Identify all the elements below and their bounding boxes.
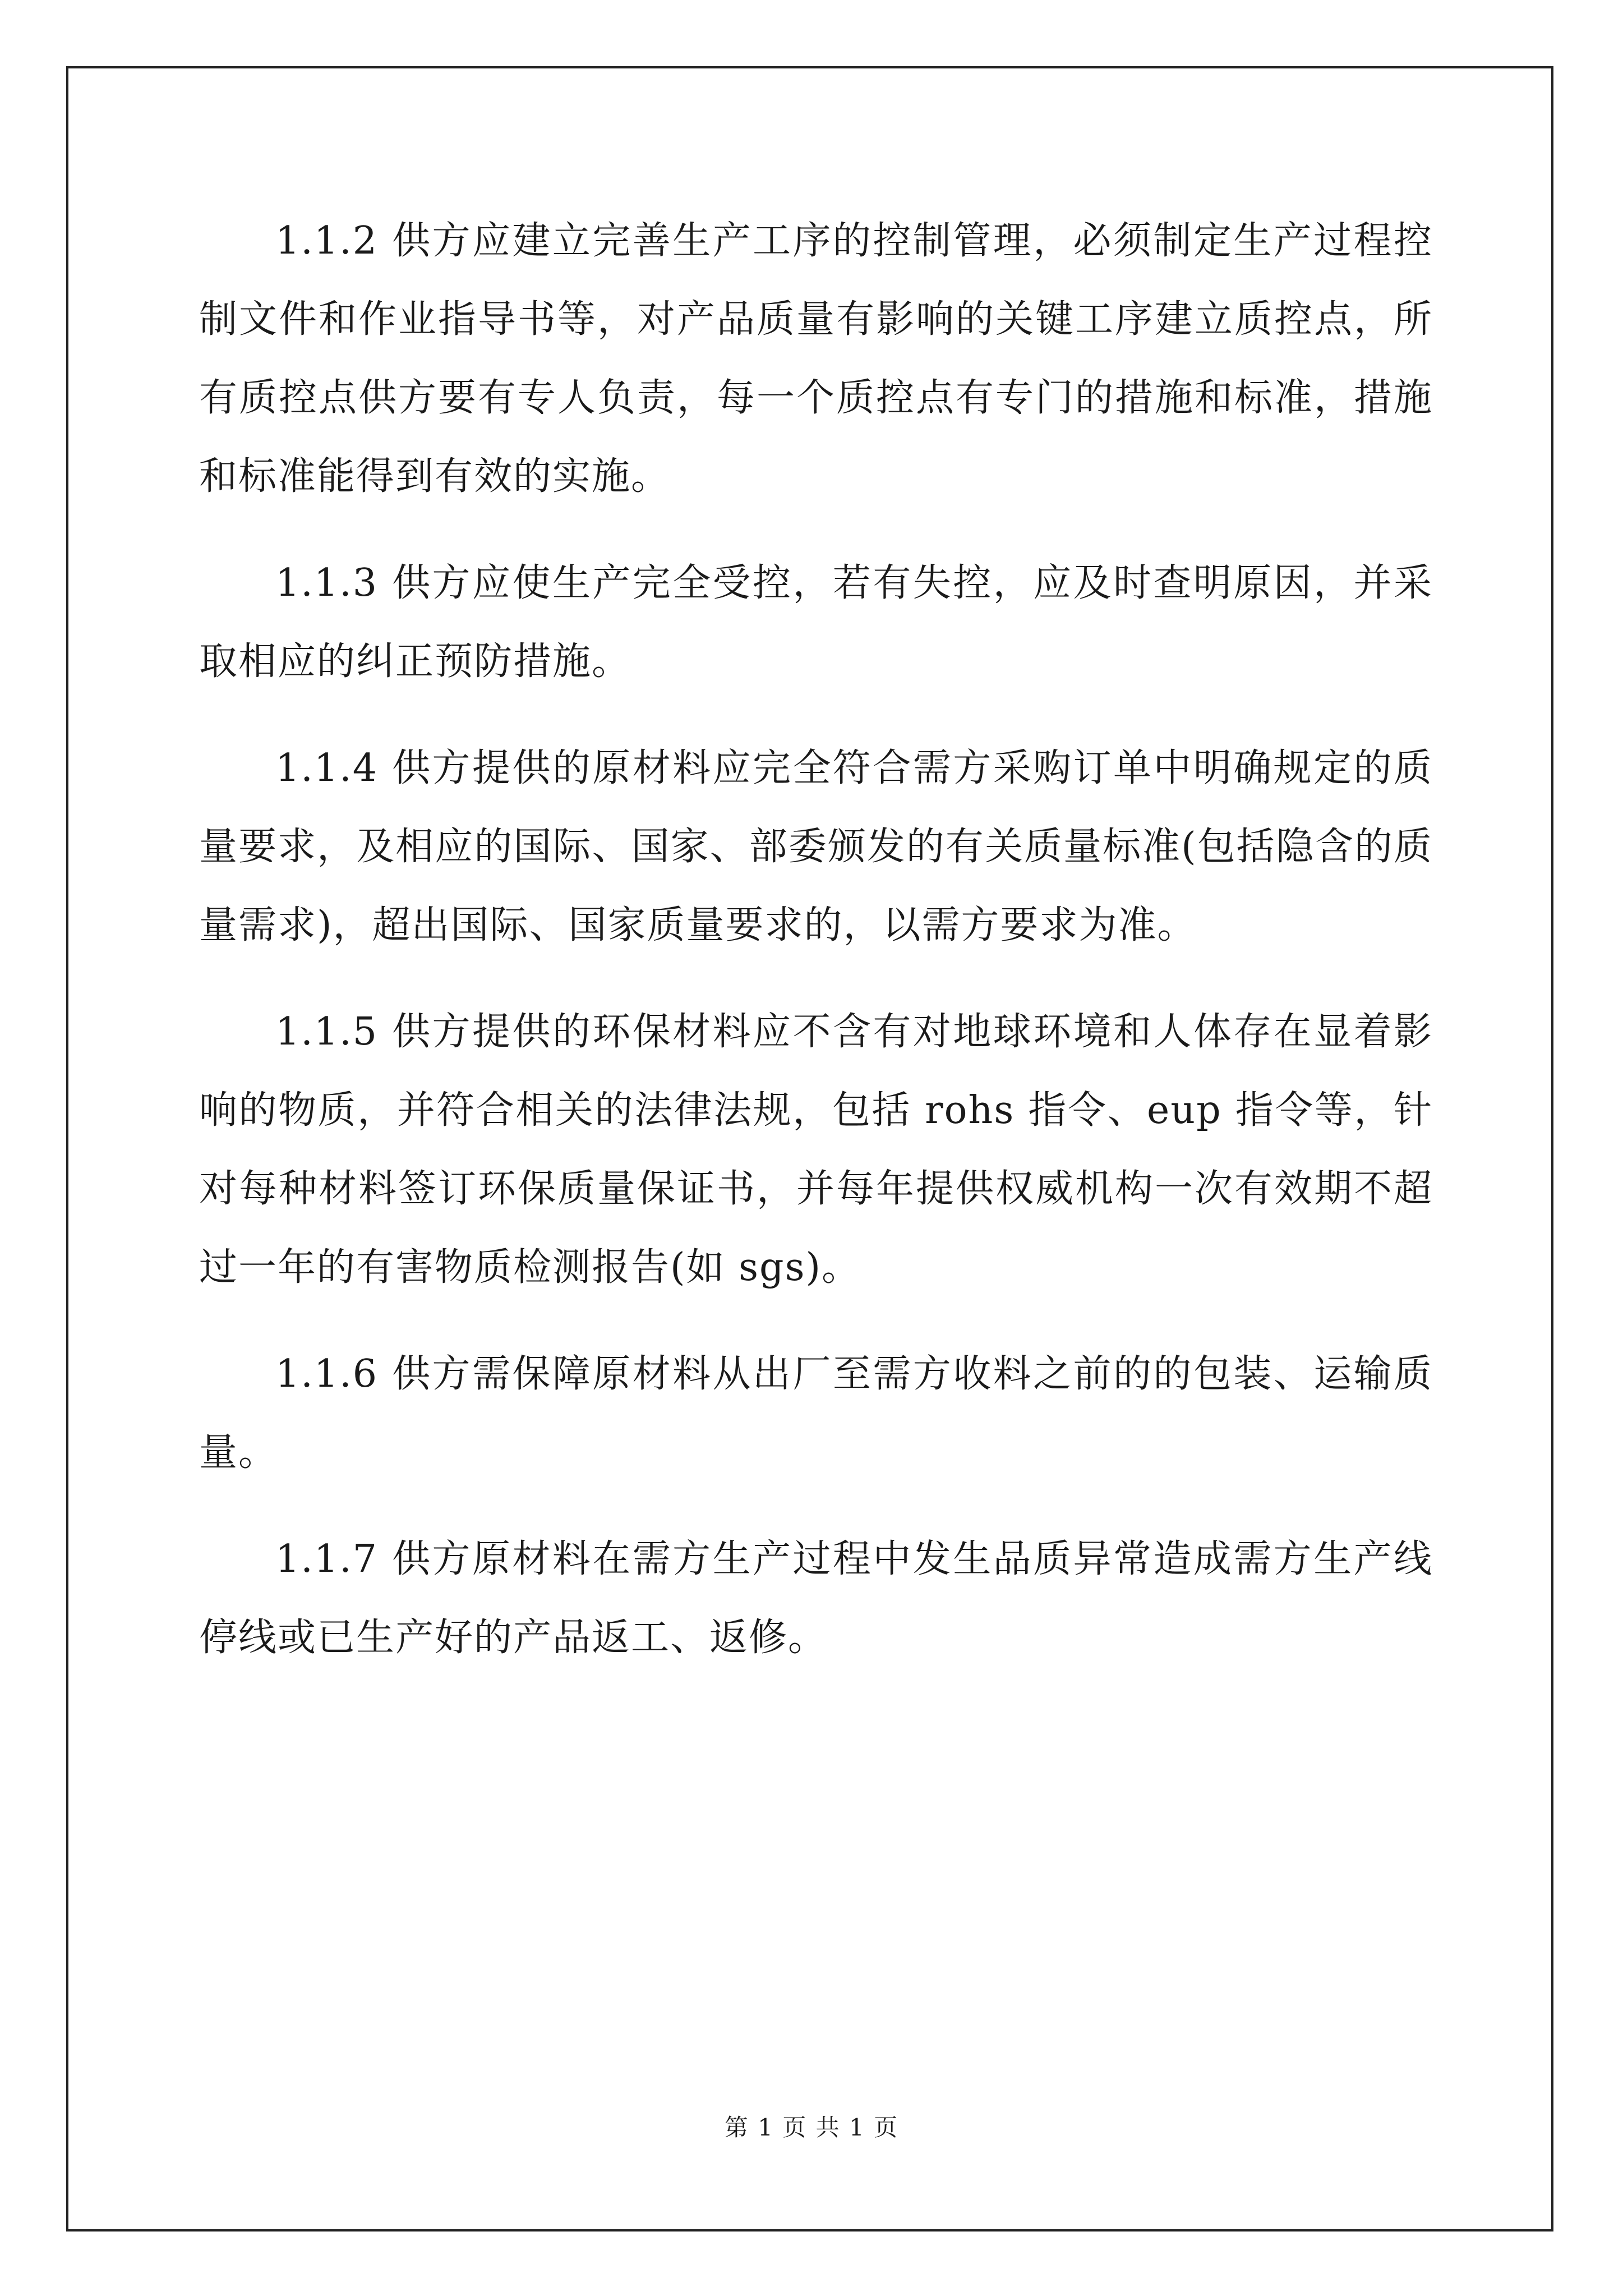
paragraph-1-1-2: 1.1.2 供方应建立完善生产工序的控制管理，必须制定生产过程控制文件和作业指导书等，对产品质量有影响的关键工序建立质控点，所有质控点供方要有专人负责，每一个质控点有专门的措施和标准，措施和标准能得到有效的实施。	[199, 219, 1433, 499]
paragraph-1-1-7: 1.1.7 供方原材料在需方生产过程中发生品质异常造成需方生产线停线或已生产好的产品返工、返修。	[199, 1537, 1433, 1660]
paragraph-1-1-5: 1.1.5 供方提供的环保材料应不含有对地球环境和人体存在显着影响的物质，并符合相关的法律法规，包括 rohs 指令、eup 指令等，针对每种材料签订环保质量保证书，并每年提供权威机构一次有效期不超过一年的有害物质检测报告(如 sgs)。	[199, 1010, 1433, 1290]
page-footer: 第 1 页 共 1 页	[724, 2114, 899, 2141]
paragraph-1-1-6: 1.1.6 供方需保障原材料从出厂至需方收料之前的的包装、运输质量。	[199, 1352, 1433, 1475]
document-body	[199, 202, 1433, 1705]
paragraph-1-1-3: 1.1.3 供方应使生产完全受控，若有失控，应及时查明原因，并采取相应的纠正预防措施。	[199, 561, 1433, 684]
paragraph-1-1-4: 1.1.4 供方提供的原材料应完全符合需方采购订单中明确规定的质量要求，及相应的国际、国家、部委颁发的有关质量标准(包括隐含的质量需求)，超出国际、国家质量要求的，以需方要求为准。	[199, 746, 1433, 947]
